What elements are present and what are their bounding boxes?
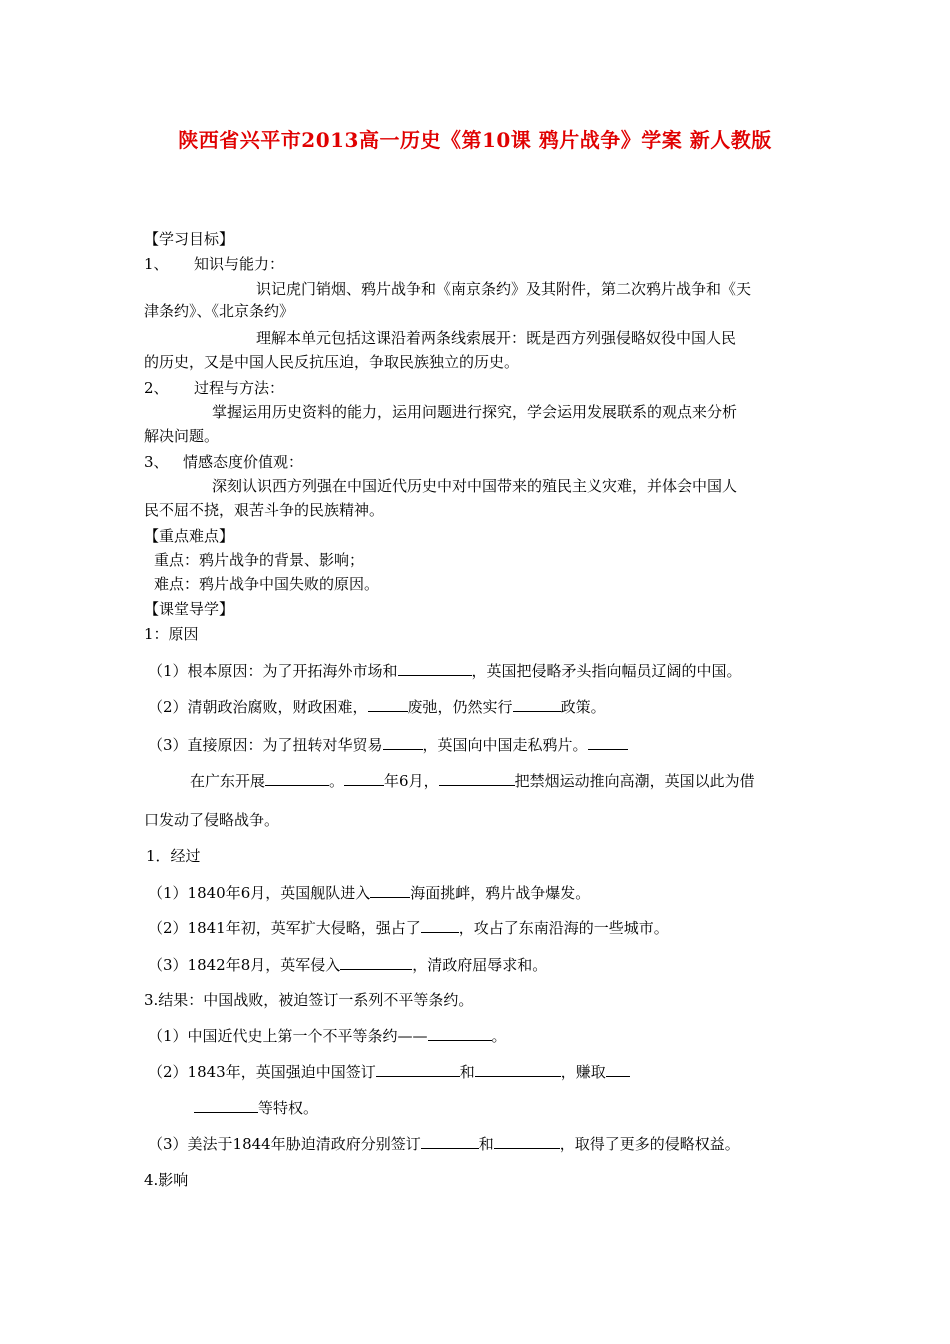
course-1 bbox=[148, 883, 590, 903]
result-3-text-c: ，取得了更多的侵略权益。 bbox=[559, 1135, 740, 1153]
result-2 bbox=[148, 1062, 630, 1082]
document-title: 陕西省兴平市2013高一历史《第10课 鸦片战争》学案 新人教版 bbox=[178, 128, 772, 152]
cause-2-text-b: 废弛，仍然实行 bbox=[407, 698, 513, 716]
cause-title: 1：原因 bbox=[144, 625, 199, 643]
fill-blank[interactable] bbox=[368, 697, 408, 712]
fill-blank[interactable] bbox=[421, 918, 459, 933]
result-1-text-b: 。 bbox=[491, 1027, 507, 1045]
fill-blank[interactable] bbox=[494, 1134, 560, 1149]
course-2-text-b: ，攻占了东南沿海的一些城市。 bbox=[458, 919, 669, 937]
cause-3-text-e: 年6月， bbox=[384, 772, 439, 790]
result-title: 3.结果：中国战败，被迫签订一系列不平等条约。 bbox=[144, 991, 474, 1009]
objective-1-label: 知识与能力： bbox=[194, 255, 285, 273]
fill-blank[interactable] bbox=[428, 1026, 492, 1041]
course-1-text-a: （1）1840年6月，英国舰队进入 bbox=[148, 884, 371, 902]
fill-blank[interactable] bbox=[194, 1098, 258, 1113]
course-3 bbox=[148, 955, 547, 975]
fill-blank[interactable] bbox=[376, 1062, 460, 1077]
objective-3-number: 3、 bbox=[144, 453, 169, 471]
course-2-text-a: （2）1841年初，英军扩大侵略，强占了 bbox=[148, 919, 421, 937]
result-1 bbox=[148, 1026, 507, 1046]
course-3-text-b: ，清政府屈辱求和。 bbox=[412, 956, 548, 974]
objectives-header: 【学习目标】 bbox=[144, 230, 235, 248]
cause-2 bbox=[148, 697, 606, 717]
difficult-point: 难点：鸦片战争中国失败的原因。 bbox=[154, 575, 380, 593]
cause-3 bbox=[148, 735, 628, 755]
objective-2-label: 过程与方法： bbox=[194, 379, 285, 397]
result-2-text-d: 等特权。 bbox=[258, 1099, 319, 1117]
objective-1-number: 1、 bbox=[144, 255, 169, 273]
course-1-text-b: 海面挑衅，鸦片战争爆发。 bbox=[410, 884, 591, 902]
fill-blank[interactable] bbox=[265, 771, 329, 786]
cause-2-text-a: （2）清朝政治腐败，财政困难， bbox=[148, 698, 368, 716]
fill-blank[interactable] bbox=[370, 883, 410, 898]
course-title: 1．经过 bbox=[146, 847, 201, 865]
objective-2-para-line2: 解决问题。 bbox=[144, 427, 220, 445]
fill-blank[interactable] bbox=[606, 1062, 630, 1077]
fill-blank[interactable] bbox=[513, 697, 561, 712]
cause-1 bbox=[148, 661, 742, 681]
result-3 bbox=[148, 1134, 740, 1154]
cause-3-text-f: 把禁烟运动推向高潮，英国以此为借 bbox=[514, 772, 755, 790]
fill-blank[interactable] bbox=[439, 771, 515, 786]
result-2-text-a: （2）1843年，英国强迫中国签订 bbox=[148, 1063, 376, 1081]
cause-3-text-b: ，英国向中国走私鸦片。 bbox=[422, 736, 588, 754]
fill-blank[interactable] bbox=[344, 771, 384, 786]
result-1-text-a: （1）中国近代史上第一个不平等条约—— bbox=[148, 1027, 428, 1045]
result-2-text-c: ，赚取 bbox=[560, 1063, 606, 1081]
course-2 bbox=[148, 918, 669, 938]
objective-3-label: 情感态度价值观： bbox=[183, 453, 304, 471]
fill-blank[interactable] bbox=[588, 735, 628, 750]
fill-blank[interactable] bbox=[383, 735, 423, 750]
result-2-continued bbox=[194, 1098, 318, 1118]
key-points-header: 【重点难点】 bbox=[144, 527, 235, 545]
cause-3-text-a: （3）直接原因：为了扭转对华贸易 bbox=[148, 736, 383, 754]
cause-1-text-b: ，英国把侵略矛头指向幅员辽阔的中国。 bbox=[471, 662, 742, 680]
cause-3-continued bbox=[190, 771, 755, 791]
cause-1-text-a: （1）根本原因：为了开拓海外市场和 bbox=[148, 662, 398, 680]
objective-3-para-line2: 民不屈不挠，艰苦斗争的民族精神。 bbox=[144, 501, 385, 519]
course-3-text-a: （3）1842年8月，英军侵入 bbox=[148, 956, 341, 974]
cause-2-text-c: 政策。 bbox=[560, 698, 606, 716]
fill-blank[interactable] bbox=[398, 661, 472, 676]
fill-blank[interactable] bbox=[421, 1134, 479, 1149]
objective-2-number: 2、 bbox=[144, 379, 169, 397]
objective-3-para-line1: 深刻认识西方列强在中国近代历史中对中国带来的殖民主义灾难，并体会中国人 bbox=[212, 477, 738, 495]
objective-1-para1-line1: 识记虎门销烟、鸦片战争和《南京条约》及其附件，第二次鸦片战争和《天 bbox=[256, 280, 752, 298]
cause-3-line3: 口发动了侵略战争。 bbox=[144, 811, 280, 829]
result-3-text-a: （3）美法于1844年胁迫清政府分别签订 bbox=[148, 1135, 421, 1153]
objective-1-para1-line2: 津条约》、《北京条约》 bbox=[144, 302, 295, 320]
impact-title: 4.影响 bbox=[144, 1171, 189, 1189]
guide-header: 【课堂导学】 bbox=[144, 600, 235, 618]
objective-1-para2-line1: 理解本单元包括这课沿着两条线索展开：既是西方列强侵略奴役中国人民 bbox=[256, 329, 737, 347]
key-point: 重点：鸦片战争的背景、影响； bbox=[154, 551, 365, 569]
fill-blank[interactable] bbox=[340, 955, 412, 970]
cause-3-text-d: 。 bbox=[329, 772, 345, 790]
result-3-text-b: 和 bbox=[478, 1135, 494, 1153]
objective-2-para-line1: 掌握运用历史资料的能力，运用问题进行探究，学会运用发展联系的观点来分析 bbox=[212, 403, 738, 421]
objective-1-para2-line2: 的历史，又是中国人民反抗压迫，争取民族独立的历史。 bbox=[144, 353, 520, 371]
fill-blank[interactable] bbox=[475, 1062, 561, 1077]
cause-3-text-c: 在广东开展 bbox=[190, 772, 266, 790]
result-2-text-b: 和 bbox=[459, 1063, 475, 1081]
